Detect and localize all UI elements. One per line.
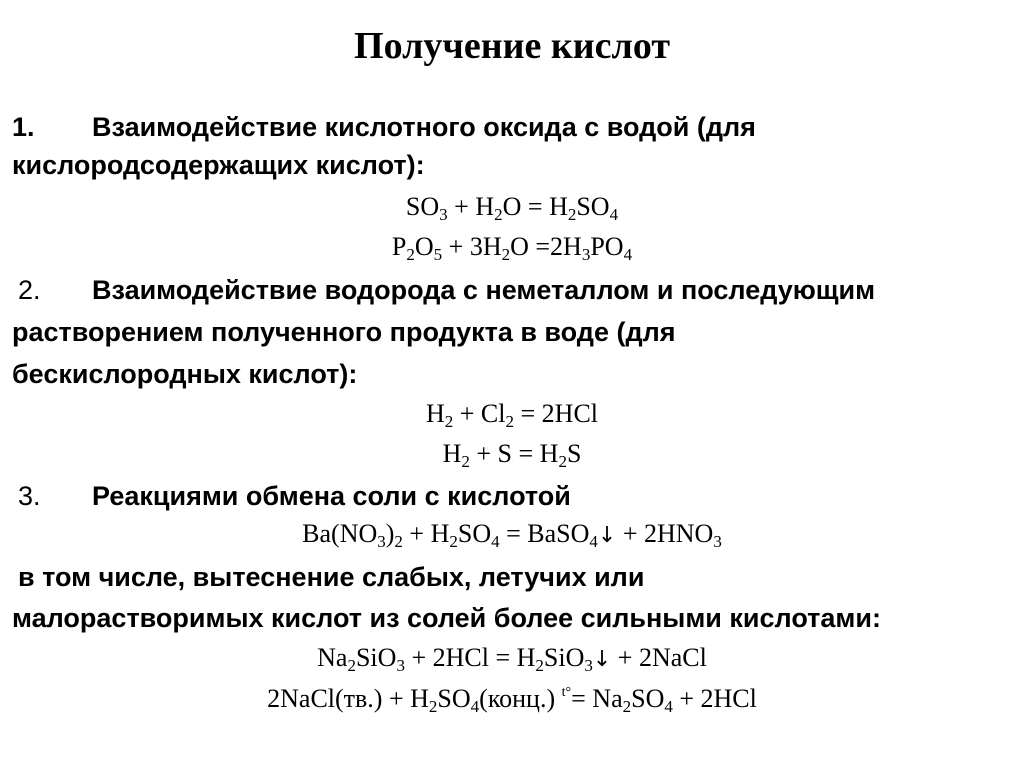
equation-na2sio3-hcl: $Na_2SiO_3 + 2HCl$ = $H_2SiO_3↓$ + 2NaCl: [317, 643, 707, 675]
temperature-mark: t°: [561, 685, 572, 700]
section-2-line-1: [18, 273, 875, 307]
section-2-line-3: бескислородных кислот):: [12, 359, 358, 389]
section-1-heading: Взаимодействие кислотного оксида с водой (для: [92, 112, 756, 142]
section-2-line-2: растворением полученного продукта в воде (для: [12, 317, 676, 347]
equation-so3-h2o: $SO_3 + H_2O = H_2SO_4$: [405, 192, 619, 224]
precipitate-arrow-icon: ↓: [597, 523, 617, 548]
section-1-line-1: [12, 110, 756, 144]
section-3-number: 3.: [18, 481, 41, 511]
section-1-number: 1.: [12, 112, 35, 142]
section-2-heading: Взаимодействие водорода с неметаллом и последующим: [92, 275, 876, 305]
section-2-number: 2.: [18, 275, 41, 305]
precipitate-arrow-icon: ↓: [592, 647, 612, 672]
section-3-line-1: [18, 479, 571, 513]
equation-h2-s: $H_2 + S = H_2S$: [442, 439, 582, 471]
equation-p2o5-h2o: $P_2O_5 + 3H_2O =2H_3PO_4$: [391, 232, 633, 264]
section-3-note-line-2: малорастворимых кислот из солей более сильными кислотами:: [12, 603, 881, 633]
equation-ba-no3-h2so4: $Ba(NO_3)_2 + H_2SO_4$ = BaSO$_4$↓ + $2HNO_3$: [302, 519, 722, 551]
section-3-heading: Реакциями обмена соли с кислотой: [92, 481, 571, 511]
equation-h2-cl2: $H_2 + Cl_2 = 2HCl$: [425, 399, 599, 431]
section-1-line-2: кислородсодержащих кислот):: [12, 150, 425, 180]
page-title: Получение кислот: [354, 25, 670, 67]
section-3-note-line-1: в том числе, вытеснение слабых, летучих или: [18, 562, 645, 592]
equation-nacl-h2so4: 2NaCl(тв.) + $H_2SO_4(конц.)$ $^{t^\circ}= Na_2SO_4 + 2HCl$: [267, 684, 757, 716]
